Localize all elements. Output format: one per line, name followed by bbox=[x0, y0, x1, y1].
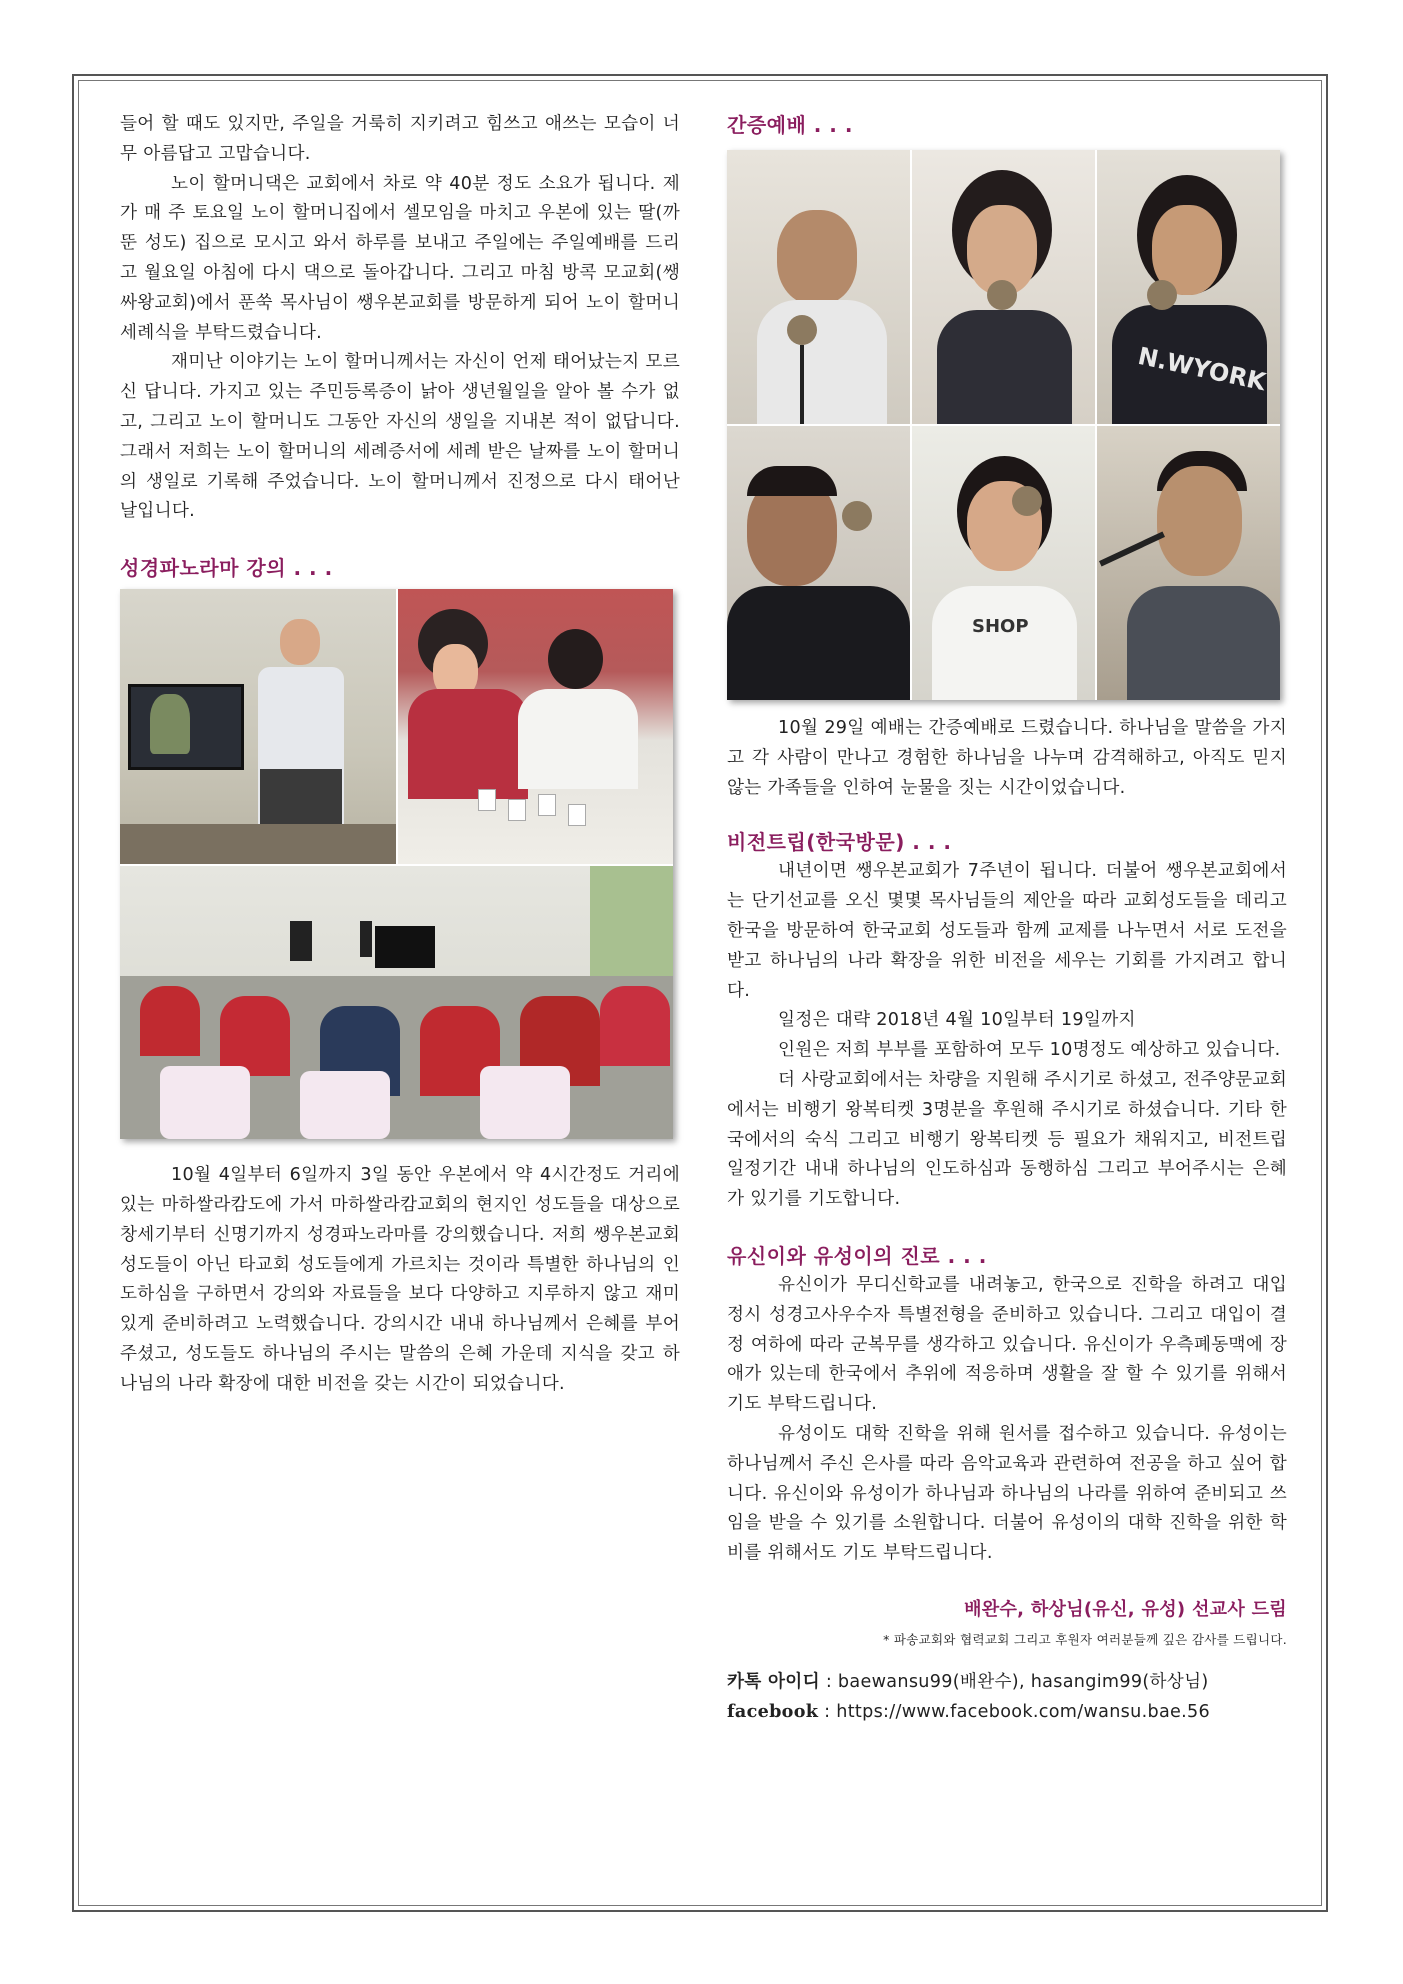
section-heading-testimony: 간증예배 . . . bbox=[727, 113, 853, 137]
paragraph: 일정은 대략 2018년 4월 10일부터 19일까지 bbox=[778, 1010, 1136, 1031]
testimony-photo-grid bbox=[727, 150, 1280, 700]
testimony-speaker-photo bbox=[912, 150, 1095, 424]
paragraph: 더 사랑교회에서는 차량을 지원해 주시기로 하셨고, 전주양문교회에서는 비행기 왕복티켓 3명분을 후원해 주시기로 하셨습니다. 기타 한국에서의 숙식 그리고 비행기 왕복티켓 등 필요가 채워지고, 비전트립 일정기간 내내 하나님의 인도하심과 동행하심 그리고 부어주시는 은혜가 있기를 기도합니다. bbox=[727, 1069, 1287, 1210]
section-heading-children-future: 유신이와 유성이의 진로 . . . bbox=[727, 1243, 987, 1268]
paragraph: 10월 29일 예배는 간증예배로 드렸습니다. 하나님을 말씀을 가지고 각 사람이 만나고 경험한 하나님을 나누며 감격해하고, 아직도 믿지 않는 가족들을 인하여 눈물을 짓는 시간이었습니다. bbox=[727, 718, 1287, 798]
contact-value: : baewansu99(배완수), hasangim99(하상님) bbox=[825, 1671, 1209, 1692]
thanks-note: * 파송교회와 협력교회 그리고 후원자 여러분들께 깊은 감사를 드립니다. bbox=[883, 1631, 1287, 1647]
contact-label: 카톡 아이디 bbox=[727, 1671, 820, 1692]
bible-panorama-photo-collage bbox=[120, 589, 673, 1139]
left-column bbox=[120, 110, 680, 1400]
paragraph: 재미난 이야기는 노이 할머니께서는 자신이 언제 태어났는지 모르신 답니다. 가지고 있는 주민등록증이 낡아 생년월일을 알아 볼 수가 없고, 그리고 노이 할머니도 그동안 자신의 생일을 지내본 적이 없답니다. 그래서 저희는 노이 할머니의 세례증서에 세례 받은 날짜를 노이 할머니의 생일로 기록해 주었습니다. 노이 할머니께서 진정으로 다시 태어난 날입니다. bbox=[120, 352, 680, 522]
facebook-url: : https://www.facebook.com/wansu.bae.56 bbox=[824, 1701, 1211, 1722]
paragraph: 노이 할머니댁은 교회에서 차로 약 40분 정도 소요가 됩니다. 제가 매 주 토요일 노이 할머니집에서 셀모임을 마치고 우본에 있는 딸(까뚠 성도) 집으로 모시고 와서 하루를 보내고 주일에는 주일예배를 드리고 월요일 아침에 다시 댁으로 돌아갑니다. 그리고 마침 방콕 모교회(쌩싸왕교회)에서 푼쑥 목사님이 쌩우본교회를 방문하게 되어 노이 할머니 세례식을 부탁드렸습니다. bbox=[120, 173, 680, 343]
kakao-contact bbox=[727, 1667, 1287, 1697]
shirt-text: N.WYORK bbox=[1135, 341, 1269, 397]
shirt-text: SHOP bbox=[972, 616, 1029, 637]
testimony-speaker-photo bbox=[727, 150, 910, 424]
paragraph: 들어 할 때도 있지만, 주일을 거룩히 지키려고 힘쓰고 애쓰는 모습이 너무 아름답고 고맙습니다. bbox=[120, 114, 680, 164]
classroom-photo bbox=[120, 866, 673, 1139]
contact-label: facebook bbox=[727, 1700, 819, 1722]
students-floor-photo bbox=[398, 589, 673, 864]
section-heading-vision-trip: 비전트립(한국방문) . . . bbox=[727, 830, 952, 855]
section-heading-bible-panorama: 성경파노라마 강의 . . . bbox=[120, 556, 333, 581]
testimony-speaker-photo bbox=[1097, 150, 1280, 424]
paragraph: 인원은 저희 부부를 포함하여 모두 10명정도 예상하고 있습니다. bbox=[778, 1040, 1281, 1061]
testimony-speaker-photo bbox=[912, 426, 1095, 700]
paragraph: 내년이면 쌩우본교회가 7주년이 됩니다. 더불어 쌩우본교회에서는 단기선교를 오신 몇몇 목사님들의 제안을 따라 교회성도들을 데리고 한국을 방문하여 한국교회 성도들과 함께 교제를 나누면서 서로 도전을 받고 하나님의 나라 확장을 위한 비전을 세우는 기회를 가지려고 합니다. bbox=[727, 861, 1287, 1001]
facebook-contact bbox=[727, 1697, 1287, 1727]
paragraph: 10월 4일부터 6일까지 3일 동안 우본에서 약 4시간정도 거리에 있는 마하쌀라캄도에 가서 마하쌀라캄교회의 현지인 성도들을 대상으로 창세기부터 신명기까지 성경파노라마를 강의했습니다. 저희 쌩우본교회 성도들이 아닌 타교회 성도들에게 가르치는 것이라 특별한 하나님의 인도하심을 구하면서 강의와 자료들을 보다 다양하고 지루하지 않고 재미있게 준비하려고 노력했습니다. 강의시간 내내 하나님께서 은혜를 부어 주셨고, 성도들도 하나님의 주시는 말씀의 은혜 가운데 지식을 갖고 하나님의 나라 확장에 대한 비전을 갖는 시간이 되었습니다. bbox=[120, 1165, 680, 1394]
right-column bbox=[727, 110, 1287, 1727]
lecturer-photo bbox=[120, 589, 396, 864]
paragraph: 유성이도 대학 진학을 위해 원서를 접수하고 있습니다. 유성이는 하나님께서 주신 은사를 따라 음악교육과 관련하여 전공을 하고 싶어 합니다. 유신이와 유성이가 하나님과 하나님의 나라를 위하여 준비되고 쓰임을 받을 수 있기를 소원합니다. 더불어 유성이의 대학 진학을 위한 학비를 위해서도 기도 부탁드립니다. bbox=[727, 1423, 1287, 1564]
testimony-speaker-photo bbox=[727, 426, 910, 700]
paragraph: 유신이가 무디신학교를 내려놓고, 한국으로 진학을 하려고 대입 정시 성경고사우수자 특별전형을 준비하고 있습니다. 그리고 대입이 결정 여하에 따라 군복무를 생각하고 있습니다. 유신이가 우측폐동맥에 장애가 있는데 한국에서 추위에 적응하며 생활을 잘 할 수 있기를 위해서 기도 부탁드립니다. bbox=[727, 1274, 1287, 1415]
testimony-speaker-photo bbox=[1097, 426, 1280, 700]
signature: 배완수, 하상님(유신, 유성) 선교사 드림 bbox=[964, 1598, 1287, 1620]
